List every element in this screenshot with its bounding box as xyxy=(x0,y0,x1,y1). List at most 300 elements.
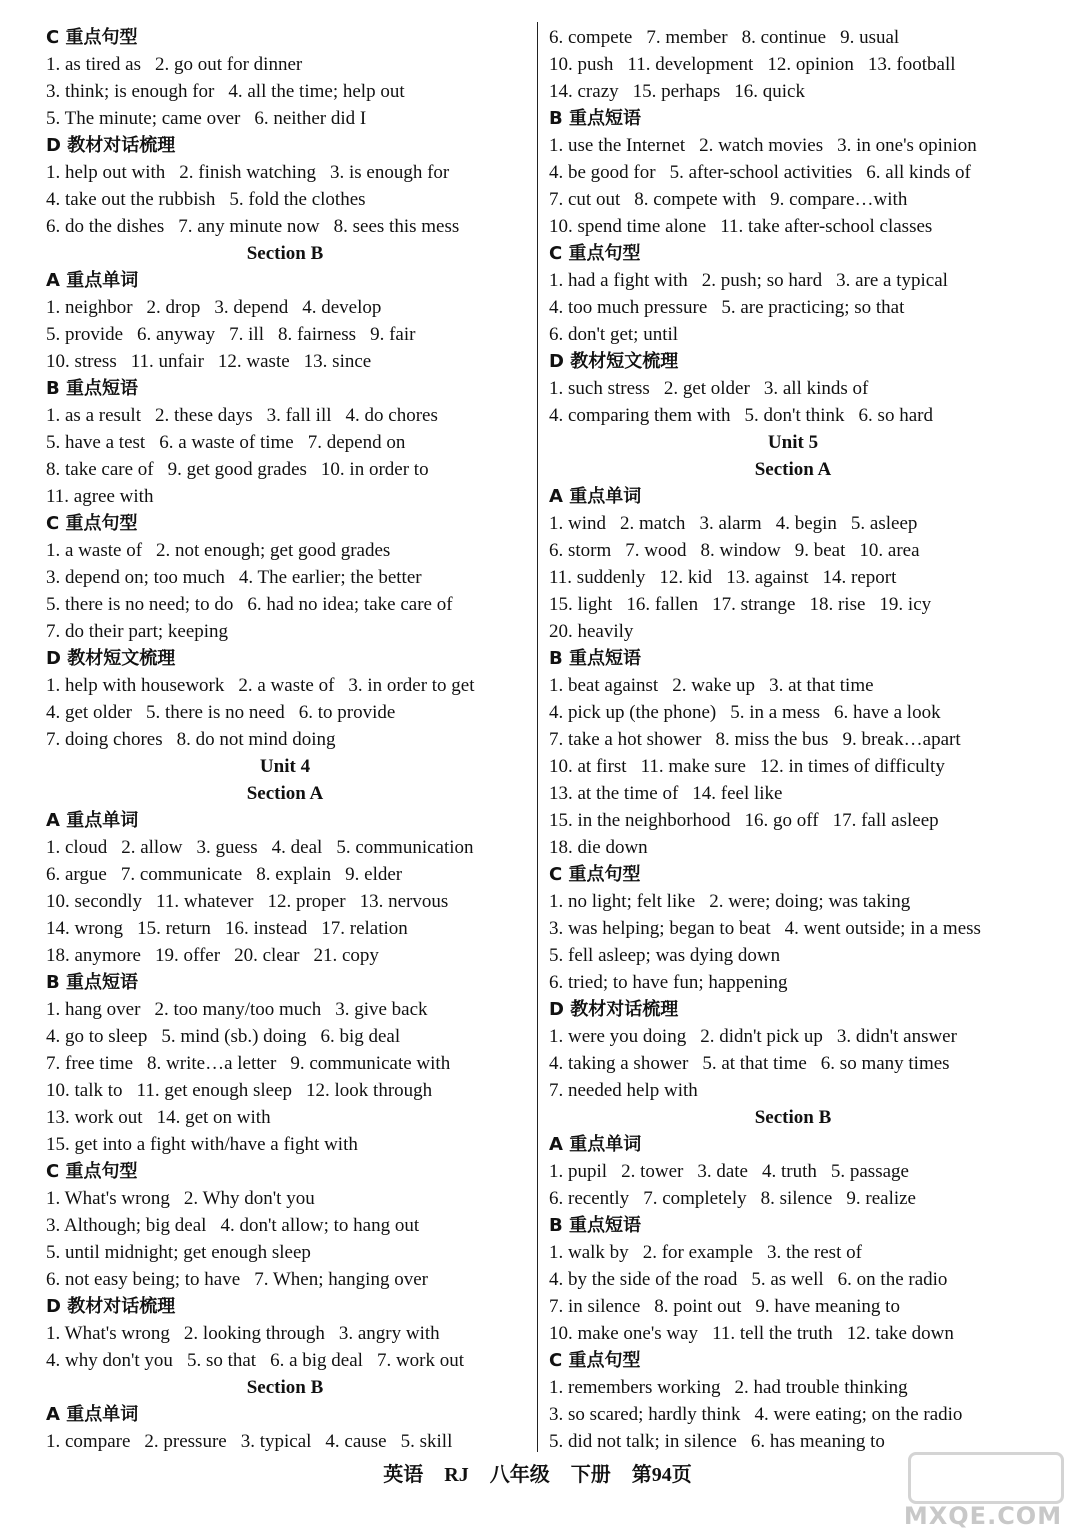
answer-line xyxy=(549,213,1037,240)
answer-item: 11. get enough sleep xyxy=(136,1080,293,1101)
answer-item: 20. heavily xyxy=(549,621,634,642)
answer-item: 1. a waste of xyxy=(46,540,143,561)
column-divider xyxy=(537,22,538,1452)
answer-item: 8. window xyxy=(700,540,781,561)
answer-item: 5. passage xyxy=(830,1161,909,1182)
answer-item: 17. relation xyxy=(321,918,408,939)
section-heading: B 重点短语 xyxy=(549,1215,641,1236)
section-heading: A 重点单词 xyxy=(46,810,139,831)
answer-item: 2. had trouble thinking xyxy=(734,1377,908,1398)
watermark xyxy=(898,1452,1068,1532)
answer-line xyxy=(549,969,1037,996)
answer-item: 3. in order to get xyxy=(348,675,475,696)
answer-item: 11. whatever xyxy=(156,891,254,912)
section-heading: D 教材短文梳理 xyxy=(46,648,176,669)
answer-item: 16. fallen xyxy=(626,594,699,615)
answer-line xyxy=(549,51,1037,78)
answer-line xyxy=(46,726,524,753)
section-heading: C 重点句型 xyxy=(46,27,138,48)
answer-item: 9. beat xyxy=(794,540,846,561)
answer-item: 7. member xyxy=(646,27,728,48)
answer-item: 9. usual xyxy=(840,27,900,48)
answer-line xyxy=(549,1239,1037,1266)
answer-item: 8. write…a letter xyxy=(147,1053,277,1074)
answer-line xyxy=(549,942,1037,969)
answer-item: 6. neither did I xyxy=(254,108,367,129)
answer-item: 11. development xyxy=(627,54,754,75)
answer-item: 7. depend on xyxy=(307,432,406,453)
answer-item: 1. walk by xyxy=(549,1242,629,1263)
section-title: Unit 4 xyxy=(259,756,311,777)
answer-item: 11. unfair xyxy=(130,351,204,372)
answer-item: 12. opinion xyxy=(767,54,854,75)
answer-item: 15. in the neighborhood xyxy=(549,810,731,831)
answer-item: 3. depend on; too much xyxy=(46,567,225,588)
answer-item: 4. take out the rubbish xyxy=(46,189,216,210)
answer-line xyxy=(46,618,524,645)
section-title: Section A xyxy=(246,783,324,804)
answer-item: 3. all kinds of xyxy=(763,378,869,399)
answer-item: 8. silence xyxy=(760,1188,833,1209)
answer-item: 5. as well xyxy=(751,1269,824,1290)
answer-line xyxy=(46,213,524,240)
answer-item: 19. icy xyxy=(879,594,932,615)
answer-item: 7. doing chores xyxy=(46,729,163,750)
answer-line xyxy=(549,78,1037,105)
answer-item: 11. tell the truth xyxy=(712,1323,833,1344)
answer-item: 7. free time xyxy=(46,1053,134,1074)
answer-line xyxy=(549,1185,1037,1212)
answer-item: 17. fall asleep xyxy=(832,810,939,831)
section-heading: D 教材对话梳理 xyxy=(549,999,679,1020)
answer-item: 5. after-school activities xyxy=(669,162,853,183)
section-heading: D 教材对话梳理 xyxy=(46,135,176,156)
answer-item: 2. drop xyxy=(146,297,201,318)
answer-item: 6. anyway xyxy=(137,324,216,345)
answer-item: 9. communicate with xyxy=(290,1053,451,1074)
answer-item: 4. begin xyxy=(775,513,837,534)
answer-line xyxy=(549,375,1037,402)
section-heading: B 重点短语 xyxy=(549,648,641,669)
answer-item: 1. neighbor xyxy=(46,297,133,318)
answer-item: 9. break…apart xyxy=(842,729,961,750)
answer-item: 4. truth xyxy=(761,1161,817,1182)
answer-item: 2. go out for dinner xyxy=(154,54,303,75)
answer-line xyxy=(46,1131,524,1158)
answer-item: 5. fell asleep; was dying down xyxy=(549,945,781,966)
answer-line xyxy=(46,915,524,942)
answer-item: 12. proper xyxy=(267,891,346,912)
answer-line xyxy=(549,672,1037,699)
answer-item: 6. a big deal xyxy=(270,1350,363,1371)
answer-line xyxy=(46,78,524,105)
answer-item: 6. so many times xyxy=(820,1053,950,1074)
answer-line xyxy=(46,564,524,591)
answer-item: 8. sees this mess xyxy=(333,216,460,237)
answer-item: 11. agree with xyxy=(46,486,154,507)
section-title: Section A xyxy=(754,459,832,480)
answer-line xyxy=(549,24,1037,51)
answer-item: 4. cause xyxy=(325,1431,387,1452)
answer-item: 6. big deal xyxy=(320,1026,401,1047)
answer-item: 4. deal xyxy=(271,837,323,858)
answer-line xyxy=(46,348,524,375)
answer-line xyxy=(549,726,1037,753)
answer-line xyxy=(549,1077,1037,1104)
answer-line xyxy=(46,1077,524,1104)
answer-line xyxy=(46,888,524,915)
answer-item: 1. no light; felt like xyxy=(549,891,696,912)
answer-item: 7. ill xyxy=(229,324,264,345)
answer-line xyxy=(46,1050,524,1077)
answer-item: 2. looking through xyxy=(183,1323,325,1344)
answer-item: 12. waste xyxy=(217,351,290,372)
answer-item: 4. get older xyxy=(46,702,133,723)
answer-line xyxy=(549,1374,1037,1401)
answer-item: 7. take a hot shower xyxy=(549,729,702,750)
answer-item: 8. fairness xyxy=(277,324,357,345)
answer-item: 5. have a test xyxy=(46,432,146,453)
answer-item: 8. miss the bus xyxy=(715,729,829,750)
answer-item: 13. football xyxy=(867,54,956,75)
answer-item: 2. watch movies xyxy=(699,135,824,156)
answer-item: 5. skill xyxy=(400,1431,453,1452)
answer-item: 1. were you doing xyxy=(549,1026,687,1047)
answer-item: 12. in times of difficulty xyxy=(759,756,945,777)
answer-item: 3. are a typical xyxy=(836,270,948,291)
answer-item: 18. die down xyxy=(549,837,648,858)
answer-item: 8. compete with xyxy=(634,189,757,210)
answer-line xyxy=(549,1023,1037,1050)
answer-line xyxy=(549,888,1037,915)
footer-volume: 下册 xyxy=(570,1464,611,1486)
answer-item: 13. against xyxy=(726,567,809,588)
answer-line xyxy=(549,1050,1037,1077)
answer-line xyxy=(46,51,524,78)
answer-line xyxy=(46,537,524,564)
answer-item: 1. help with housework xyxy=(46,675,225,696)
answer-item: 12. look through xyxy=(306,1080,433,1101)
left-column xyxy=(46,24,524,1455)
answer-item: 7. any minute now xyxy=(178,216,320,237)
answer-item: 4. be good for xyxy=(549,162,656,183)
answer-item: 4. don't allow; to hang out xyxy=(220,1215,420,1236)
answer-item: 5. fold the clothes xyxy=(229,189,366,210)
answer-item: 2. push; so hard xyxy=(701,270,823,291)
section-heading: D 教材短文梳理 xyxy=(549,351,679,372)
answer-line xyxy=(46,429,524,456)
answer-item: 5. communication xyxy=(336,837,474,858)
answer-line xyxy=(46,402,524,429)
answer-item: 4. why don't you xyxy=(46,1350,173,1371)
section-title: Unit 5 xyxy=(767,432,819,453)
answer-item: 4. too much pressure xyxy=(549,297,708,318)
answer-line xyxy=(549,1266,1037,1293)
answer-item: 5. so that xyxy=(186,1350,257,1371)
answer-item: 1. use the Internet xyxy=(549,135,686,156)
answer-item: 7. work out xyxy=(376,1350,465,1371)
answer-item: 8. do not mind doing xyxy=(176,729,336,750)
section-heading: C 重点句型 xyxy=(549,1350,641,1371)
answer-item: 5. until midnight; get enough sleep xyxy=(46,1242,311,1263)
answer-line xyxy=(549,159,1037,186)
section-heading: A 重点单词 xyxy=(549,1134,642,1155)
answer-item: 2. didn't pick up xyxy=(700,1026,823,1047)
answer-line xyxy=(549,510,1037,537)
answer-item: 3. was helping; began to beat xyxy=(549,918,771,939)
answer-item: 2. for example xyxy=(642,1242,753,1263)
answer-item: 1. as tired as xyxy=(46,54,141,75)
answer-item: 11. suddenly xyxy=(549,567,646,588)
answer-line xyxy=(549,537,1037,564)
answer-item: 5. at that time xyxy=(702,1053,807,1074)
answer-item: 5. don't think xyxy=(744,405,845,426)
section-title: Section B xyxy=(246,1377,324,1398)
answer-item: 6. has meaning to xyxy=(750,1431,885,1452)
watermark-text: MXQE.COM xyxy=(903,1502,1063,1530)
answer-item: 2. these days xyxy=(154,405,253,426)
answer-item: 16. go off xyxy=(744,810,819,831)
answer-line xyxy=(46,483,524,510)
section-heading: B 重点短语 xyxy=(549,108,641,129)
answer-item: 4. were eating; on the radio xyxy=(754,1404,963,1425)
answer-item: 2. finish watching xyxy=(179,162,316,183)
answer-line xyxy=(549,780,1037,807)
answer-line xyxy=(549,564,1037,591)
answer-item: 7. cut out xyxy=(549,189,621,210)
answer-item: 10. at first xyxy=(549,756,627,777)
footer-subject: 英语 xyxy=(383,1464,424,1486)
answer-item: 2. match xyxy=(620,513,686,534)
answer-item: 6. have a look xyxy=(833,702,941,723)
answer-item: 10. push xyxy=(549,54,614,75)
answer-item: 9. realize xyxy=(846,1188,916,1209)
answer-item: 3. depend xyxy=(214,297,289,318)
answer-item: 5. are practicing; so that xyxy=(721,297,905,318)
answer-line xyxy=(549,186,1037,213)
answer-item: 5. there is no need xyxy=(146,702,285,723)
answer-item: 13. nervous xyxy=(359,891,449,912)
answer-item: 10. spend time alone xyxy=(549,216,707,237)
answer-item: 6. all kinds of xyxy=(866,162,971,183)
answer-item: 1. remembers working xyxy=(549,1377,721,1398)
answer-item: 6. don't get; until xyxy=(549,324,679,345)
answer-item: 4. The earlier; the better xyxy=(238,567,422,588)
answer-item: 4. all the time; help out xyxy=(228,81,405,102)
answer-item: 3. fall ill xyxy=(266,405,332,426)
answer-item: 16. instead xyxy=(224,918,308,939)
answer-line xyxy=(46,1347,524,1374)
answer-line xyxy=(46,159,524,186)
answer-item: 2. a waste of xyxy=(238,675,335,696)
answer-item: 9. compare…with xyxy=(770,189,908,210)
answer-line xyxy=(549,915,1037,942)
answer-item: 9. fair xyxy=(370,324,416,345)
answer-item: 1. wind xyxy=(549,513,606,534)
answer-item: 3. in one's opinion xyxy=(837,135,977,156)
answer-item: 5. The minute; came over xyxy=(46,108,241,129)
answer-item: 12. kid xyxy=(659,567,713,588)
answer-line xyxy=(46,1104,524,1131)
answer-item: 3. guess xyxy=(196,837,258,858)
answer-item: 3. the rest of xyxy=(766,1242,862,1263)
section-heading: A 重点单词 xyxy=(46,270,139,291)
answer-item: 6. tried; to have fun; happening xyxy=(549,972,788,993)
answer-item: 3. at that time xyxy=(769,675,874,696)
answer-item: 1. compare xyxy=(46,1431,131,1452)
watermark-logo-icon xyxy=(908,1452,1064,1504)
answer-item: 9. have meaning to xyxy=(755,1296,900,1317)
answer-item: 1. What's wrong xyxy=(46,1323,170,1344)
answer-item: 9. elder xyxy=(345,864,403,885)
answer-item: 10. make one's way xyxy=(549,1323,699,1344)
answer-item: 3. is enough for xyxy=(329,162,450,183)
answer-line xyxy=(46,1185,524,1212)
answer-item: 10. talk to xyxy=(46,1080,123,1101)
answer-item: 6. do the dishes xyxy=(46,216,165,237)
answer-item: 6. argue xyxy=(46,864,107,885)
answer-item: 4. comparing them with xyxy=(549,405,731,426)
answer-item: 3. so scared; hardly think xyxy=(549,1404,741,1425)
answer-item: 3. Although; big deal xyxy=(46,1215,207,1236)
answer-line xyxy=(549,1428,1037,1455)
answer-item: 4. by the side of the road xyxy=(549,1269,738,1290)
answer-item: 17. strange xyxy=(712,594,796,615)
answer-line xyxy=(549,294,1037,321)
section-heading: A 重点单词 xyxy=(549,486,642,507)
answer-item: 3. typical xyxy=(240,1431,312,1452)
answer-item: 7. When; hanging over xyxy=(254,1269,428,1290)
answer-item: 18. rise xyxy=(809,594,866,615)
answer-item: 2. tower xyxy=(621,1161,684,1182)
answer-item: 6. compete xyxy=(549,27,633,48)
answer-item: 9. get good grades xyxy=(167,459,307,480)
answer-item: 7. do their part; keeping xyxy=(46,621,229,642)
answer-line xyxy=(549,699,1037,726)
answer-item: 4. taking a shower xyxy=(549,1053,689,1074)
answer-item: 4. pick up (the phone) xyxy=(549,702,717,723)
answer-item: 2. not enough; get good grades xyxy=(156,540,391,561)
answer-line xyxy=(549,591,1037,618)
answer-item: 1. pupil xyxy=(549,1161,608,1182)
answer-item: 1. What's wrong xyxy=(46,1188,170,1209)
answer-line xyxy=(549,807,1037,834)
answer-line xyxy=(46,321,524,348)
answer-item: 2. pressure xyxy=(144,1431,227,1452)
answer-line xyxy=(46,1212,524,1239)
answer-line xyxy=(549,753,1037,780)
answer-item: 7. completely xyxy=(643,1188,747,1209)
answer-item: 1. such stress xyxy=(549,378,650,399)
answer-item: 4. do chores xyxy=(345,405,438,426)
answer-line xyxy=(549,267,1037,294)
answer-item: 3. date xyxy=(697,1161,748,1182)
answer-item: 13. work out xyxy=(46,1107,143,1128)
answer-line xyxy=(46,942,524,969)
answer-item: 15. perhaps xyxy=(632,81,721,102)
section-heading: C 重点句型 xyxy=(549,243,641,264)
answer-item: 6. to provide xyxy=(298,702,396,723)
answer-item: 3. think; is enough for xyxy=(46,81,215,102)
answer-item: 16. quick xyxy=(734,81,805,102)
answer-item: 7. in silence xyxy=(549,1296,641,1317)
answer-line xyxy=(46,672,524,699)
answer-item: 8. continue xyxy=(741,27,827,48)
answer-item: 6. storm xyxy=(549,540,612,561)
answer-item: 1. hang over xyxy=(46,999,141,1020)
answer-item: 1. help out with xyxy=(46,162,166,183)
answer-item: 10. in order to xyxy=(320,459,429,480)
answer-item: 20. clear xyxy=(234,945,300,966)
answer-item: 5. there is no need; to do xyxy=(46,594,234,615)
answer-line xyxy=(46,1320,524,1347)
answer-item: 13. since xyxy=(303,351,372,372)
answer-item: 4. develop xyxy=(302,297,382,318)
answer-item: 14. wrong xyxy=(46,918,124,939)
section-title: Section B xyxy=(246,243,324,264)
answer-item: 2. too many/too much xyxy=(154,999,322,1020)
answer-item: 1. beat against xyxy=(549,675,659,696)
answer-item: 14. get on with xyxy=(156,1107,271,1128)
footer-grade: 八年级 xyxy=(489,1464,550,1486)
answer-item: 6. on the radio xyxy=(837,1269,948,1290)
section-heading: B 重点短语 xyxy=(46,972,138,993)
answer-item: 3. give back xyxy=(335,999,428,1020)
answer-item: 2. get older xyxy=(663,378,750,399)
section-heading: D 教材对话梳理 xyxy=(46,1296,176,1317)
answer-item: 2. were; doing; was taking xyxy=(709,891,911,912)
answer-line xyxy=(46,1023,524,1050)
section-heading: C 重点句型 xyxy=(549,864,641,885)
answer-line xyxy=(549,1293,1037,1320)
answer-line xyxy=(46,1428,524,1455)
answer-item: 6. had no idea; take care of xyxy=(247,594,453,615)
answer-item: 10. area xyxy=(859,540,920,561)
answer-item: 12. take down xyxy=(846,1323,954,1344)
answer-item: 8. explain xyxy=(256,864,332,885)
answer-item: 4. went outside; in a mess xyxy=(784,918,981,939)
section-heading: C 重点句型 xyxy=(46,1161,138,1182)
answer-item: 2. Why don't you xyxy=(183,1188,315,1209)
answer-item: 5. in a mess xyxy=(730,702,820,723)
answer-line xyxy=(46,699,524,726)
answer-item: 6. not easy being; to have xyxy=(46,1269,241,1290)
answer-item: 8. point out xyxy=(654,1296,742,1317)
answer-item: 7. needed help with xyxy=(549,1080,698,1101)
answer-item: 1. as a result xyxy=(46,405,141,426)
answer-item: 15. light xyxy=(549,594,613,615)
answer-item: 14. report xyxy=(822,567,897,588)
section-title: Section B xyxy=(754,1107,832,1128)
answer-item: 5. asleep xyxy=(850,513,918,534)
answer-item: 11. make sure xyxy=(640,756,746,777)
answer-line xyxy=(549,321,1037,348)
answer-line xyxy=(549,1401,1037,1428)
answer-line xyxy=(46,996,524,1023)
answer-item: 15. return xyxy=(137,918,211,939)
answer-item: 4. go to sleep xyxy=(46,1026,148,1047)
answer-item: 1. cloud xyxy=(46,837,108,858)
section-heading: C 重点句型 xyxy=(46,513,138,534)
answer-line xyxy=(46,105,524,132)
answer-item: 2. allow xyxy=(121,837,183,858)
answer-item: 5. provide xyxy=(46,324,124,345)
answer-item: 3. didn't answer xyxy=(836,1026,957,1047)
answer-line xyxy=(46,834,524,861)
answer-item: 7. communicate xyxy=(120,864,243,885)
answer-line xyxy=(549,1320,1037,1347)
section-heading: A 重点单词 xyxy=(46,1404,139,1425)
